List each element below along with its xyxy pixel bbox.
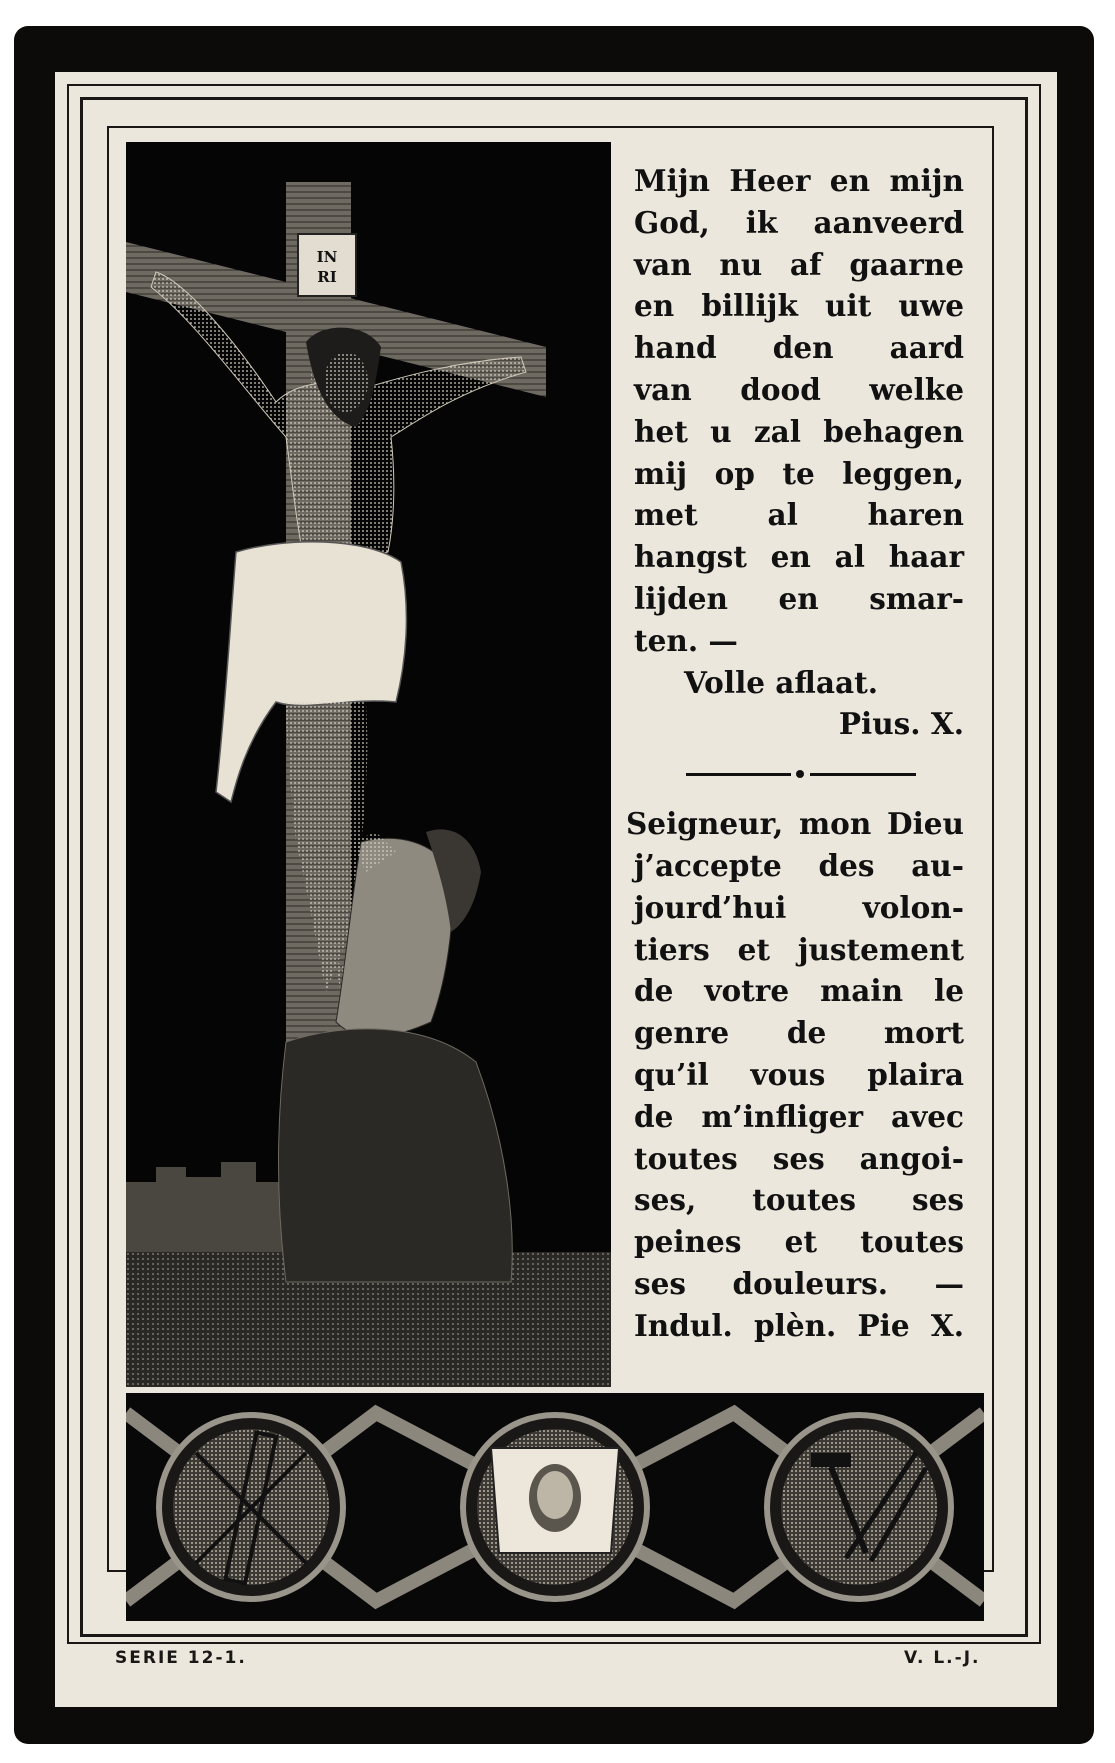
dutch-line: ten. — — [634, 622, 738, 658]
french-line: jourd’hui volon- — [634, 889, 964, 925]
ornament-frieze — [126, 1393, 984, 1621]
inri-text: IN — [316, 248, 338, 266]
dutch-line: met al haren — [634, 497, 964, 533]
french-line: ses douleurs. — — [634, 1265, 964, 1301]
french-line: genre de mort — [634, 1015, 964, 1051]
dutch-line: van dood welke — [634, 371, 964, 407]
french-line: ses, toutes ses — [634, 1182, 964, 1218]
french-line: peines et toutes — [634, 1224, 964, 1260]
series-number: SERIE 12-1. — [115, 1648, 247, 1668]
ladder-lance-medallion — [159, 1415, 343, 1599]
dutch-prayer — [634, 160, 964, 662]
french-line: qu’il vous plaira — [634, 1056, 964, 1092]
dutch-indulgence: Volle aflaat. — [684, 664, 878, 700]
french-prayer — [626, 803, 964, 1346]
inri-text-2: RI — [317, 268, 337, 286]
french-line: de votre main le — [634, 973, 964, 1009]
hammer-pincers-medallion — [767, 1415, 951, 1599]
french-line: tiers et justement — [634, 931, 964, 967]
french-line: toutes ses angoi- — [634, 1140, 964, 1176]
ornamental-separator — [634, 745, 964, 785]
dutch-line: en billijk uit uwe — [634, 288, 964, 324]
french-line: Seigneur, mon Dieu — [626, 806, 964, 842]
dutch-line: het u zal behagen — [634, 413, 964, 449]
dutch-line: hand den aard — [634, 330, 964, 366]
crucifixion-scene — [126, 142, 611, 1387]
prayer-text-column — [626, 160, 964, 1347]
dutch-line: van nu af gaarne — [634, 246, 964, 282]
dutch-line: mij op te leggen, — [634, 455, 964, 491]
french-line: Indul. plèn. Pie X. — [634, 1307, 964, 1343]
dutch-pope: Pius. X. — [838, 706, 964, 742]
dutch-line: God, ik aanveerd — [634, 204, 964, 240]
veronica-veil-medallion — [463, 1415, 647, 1599]
french-line: j’accepte des au- — [634, 847, 964, 883]
dutch-line: Mijn Heer en mijn — [634, 163, 964, 198]
crucifixion-illustration — [126, 142, 611, 1387]
french-line: de m’infliger avec — [634, 1098, 964, 1134]
publisher-mark: V. L.-J. — [904, 1648, 981, 1668]
dutch-line: hangst en al haar — [634, 539, 964, 575]
dutch-line: lijden en smar- — [634, 580, 964, 616]
ornamental-band — [126, 1393, 984, 1621]
